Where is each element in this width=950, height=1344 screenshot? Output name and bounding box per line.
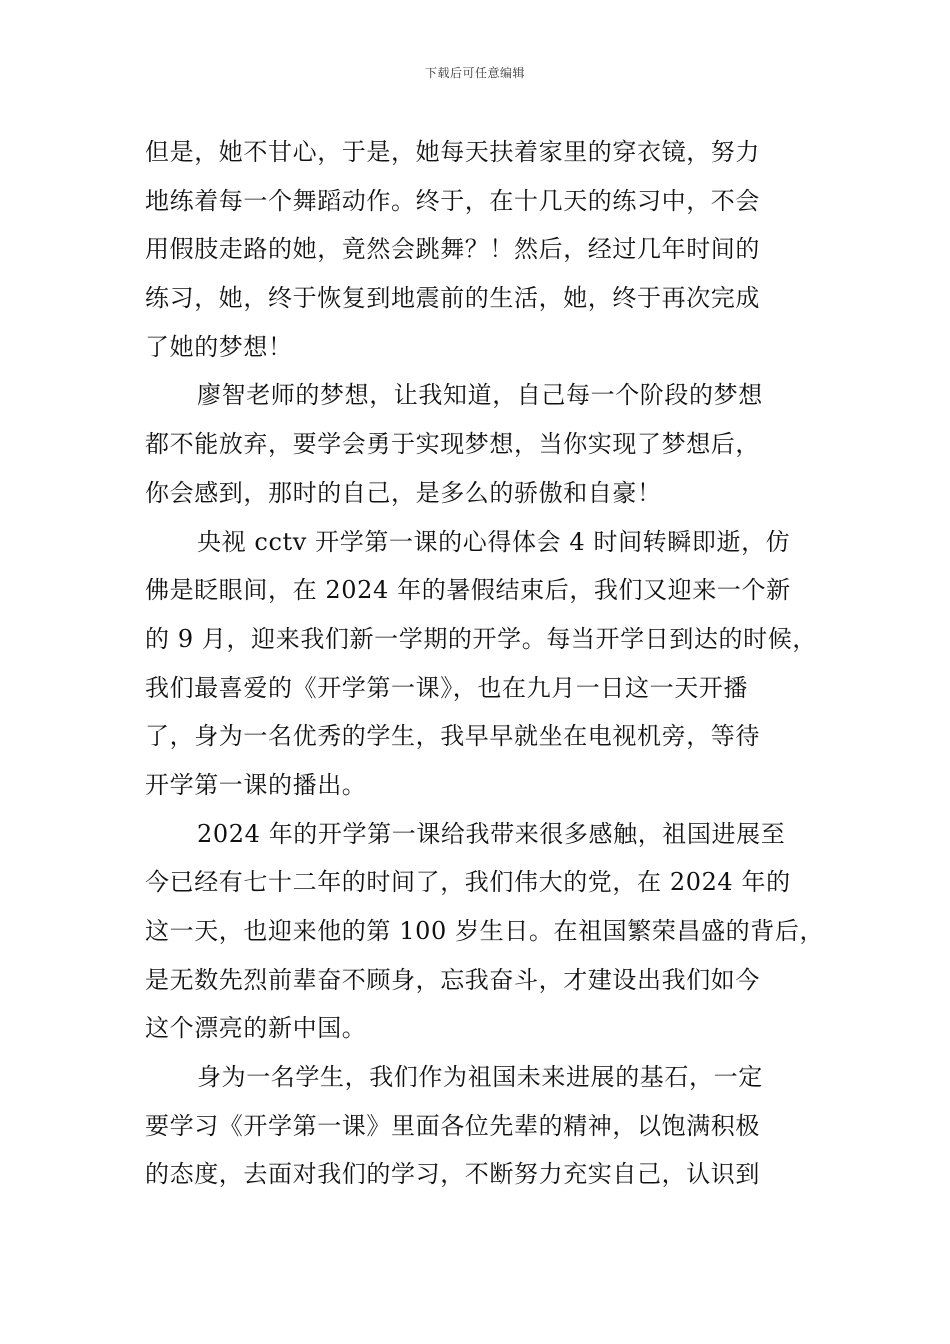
text-line: 了，身为一名优秀的学生，我早早就坐在电视机旁，等待	[145, 722, 760, 751]
paragraph-2	[145, 371, 825, 517]
paragraph-1	[145, 128, 825, 371]
text-line: 开学第一课的播出。	[145, 770, 367, 799]
text-line: 这个漂亮的新中国。	[145, 1014, 367, 1043]
text-line: 地练着每一个舞蹈动作。终于，在十几天的练习中，不会	[145, 186, 760, 215]
text-line: 是无数先烈前辈奋不顾身，忘我奋斗，才建设出我们如今	[145, 965, 760, 994]
text-line: 身为一名学生，我们作为祖国未来进展的基石，一定	[197, 1063, 763, 1092]
text-line: 今已经有七十二年的时间了，我们伟大的党，在 2024 年的	[145, 868, 791, 897]
text-line: 我们最喜爱的《开学第一课》，也在九月一日这一天开播	[145, 673, 748, 702]
text-line: 但是，她不甘心，于是，她每天扶着家里的穿衣镜，努力	[145, 138, 760, 166]
text-line: 的 9 月，迎来我们新一学期的开学。每当开学日到达的时候，	[145, 624, 817, 653]
document-body	[145, 128, 825, 1199]
paragraph-4	[145, 810, 825, 1053]
paragraph-3	[145, 518, 825, 810]
text-line: 这一天，也迎来他的第 100 岁生日。在祖国繁荣昌盛的背后，	[145, 917, 825, 945]
text-line: 廖智老师的梦想，让我知道，自己每一个阶段的梦想	[197, 381, 763, 410]
text-line: 2024 年的开学第一课给我带来很多感触，祖国进展至	[197, 819, 786, 848]
text-line: 了她的梦想！	[145, 332, 293, 361]
text-line: 要学习《开学第一课》里面各位先辈的精神，以饱满积极	[145, 1111, 760, 1140]
text-line: 你会感到，那时的自己，是多么的骄傲和自豪！	[145, 478, 662, 507]
text-line: 央视 cctv 开学第一课的心得体会 4 时间转瞬即逝，仿	[197, 527, 791, 556]
text-line: 佛是眨眼间，在 2024 年的暑假结束后，我们又迎来一个新	[145, 576, 791, 605]
text-line: 都不能放弃，要学会勇于实现梦想，当你实现了梦想后，	[145, 430, 760, 459]
text-line: 的态度，去面对我们的学习，不断努力充实自己，认识到	[145, 1160, 760, 1189]
page-header: 下载后可任意编辑	[424, 66, 525, 80]
text-line: 练习，她，终于恢复到地震前的生活，她，终于再次完成	[145, 284, 760, 313]
text-line: 用假肢走路的她，竟然会跳舞？！然后，经过几年时间的	[145, 235, 760, 264]
paragraph-5	[145, 1053, 825, 1199]
